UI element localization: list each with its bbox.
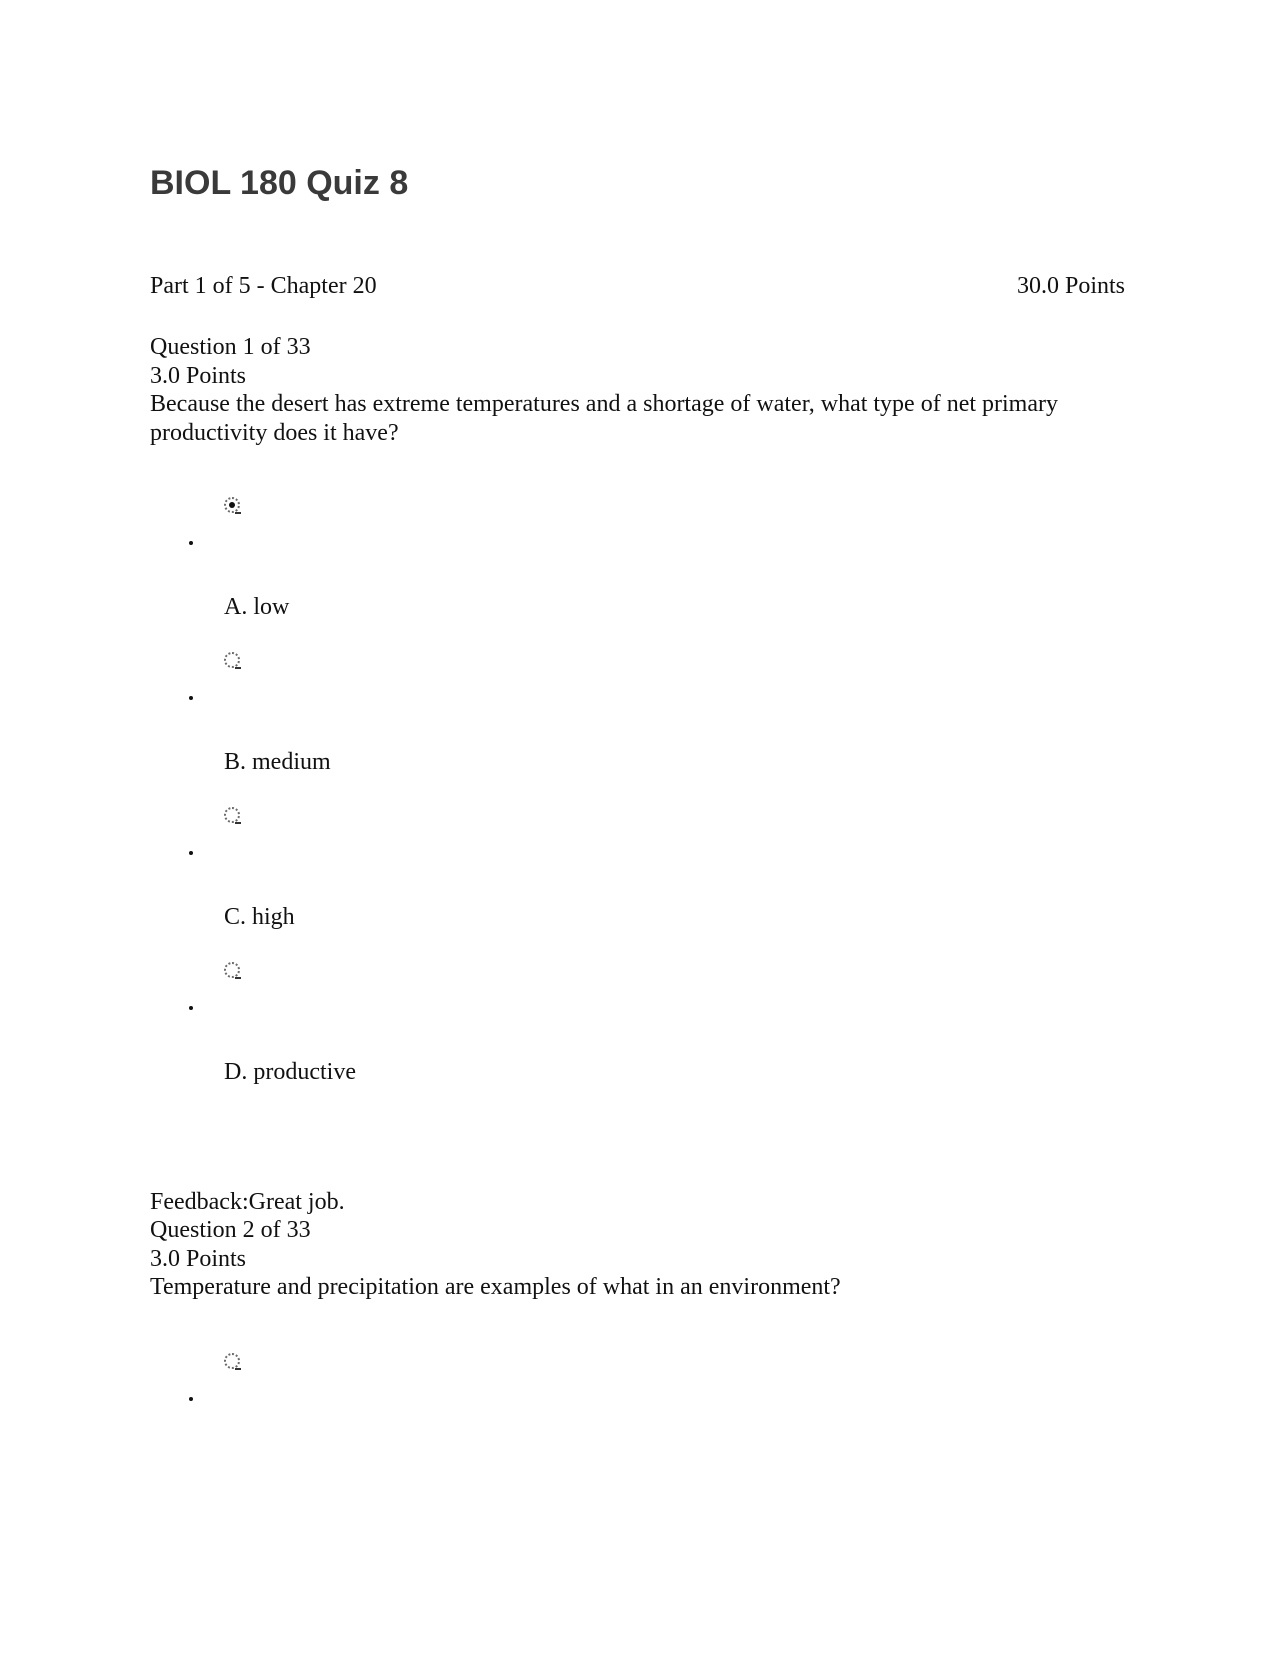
question-1-header	[150, 333, 1110, 447]
question-points: 3.0 Points	[150, 1245, 247, 1272]
option-c-bullet	[189, 851, 193, 855]
option-a-radio[interactable]	[224, 497, 240, 513]
question-points: 3.0 Points	[150, 362, 247, 389]
question-2-option-a-radio[interactable]	[224, 1353, 240, 1369]
option-a-label[interactable]: A. low	[224, 594, 290, 620]
option-d-bullet	[189, 1006, 193, 1010]
part-label: Part 1 of 5 - Chapter 20	[150, 273, 377, 299]
option-b-radio[interactable]	[224, 652, 240, 668]
question-2-header	[150, 1216, 1110, 1302]
option-d-radio[interactable]	[224, 962, 240, 978]
option-b-bullet	[189, 696, 193, 700]
part-points: 30.0 Points	[1016, 273, 1125, 299]
question-2-option-a-bullet	[189, 1397, 193, 1401]
question-1-feedback	[150, 1188, 1110, 1217]
question-number: Question 1 of 33	[150, 334, 311, 360]
part-header	[150, 274, 1125, 298]
option-d-label[interactable]: D. productive	[224, 1059, 356, 1085]
option-b-label[interactable]: B. medium	[224, 749, 331, 775]
option-c-label[interactable]: C. high	[224, 904, 295, 930]
question-text: Because the desert has extreme temperatures and a shortage of water, what type of net primary productivity does it have?	[150, 391, 1058, 446]
question-number: Question 2 of 33	[150, 1217, 311, 1243]
option-c-radio[interactable]	[224, 807, 240, 823]
feedback-text: Feedback:Great job.	[150, 1189, 345, 1215]
question-text: Temperature and precipitation are examples of what in an environment?	[150, 1274, 841, 1300]
option-a-bullet	[189, 541, 193, 545]
page-title: BIOL 180 Quiz 8	[150, 164, 409, 202]
